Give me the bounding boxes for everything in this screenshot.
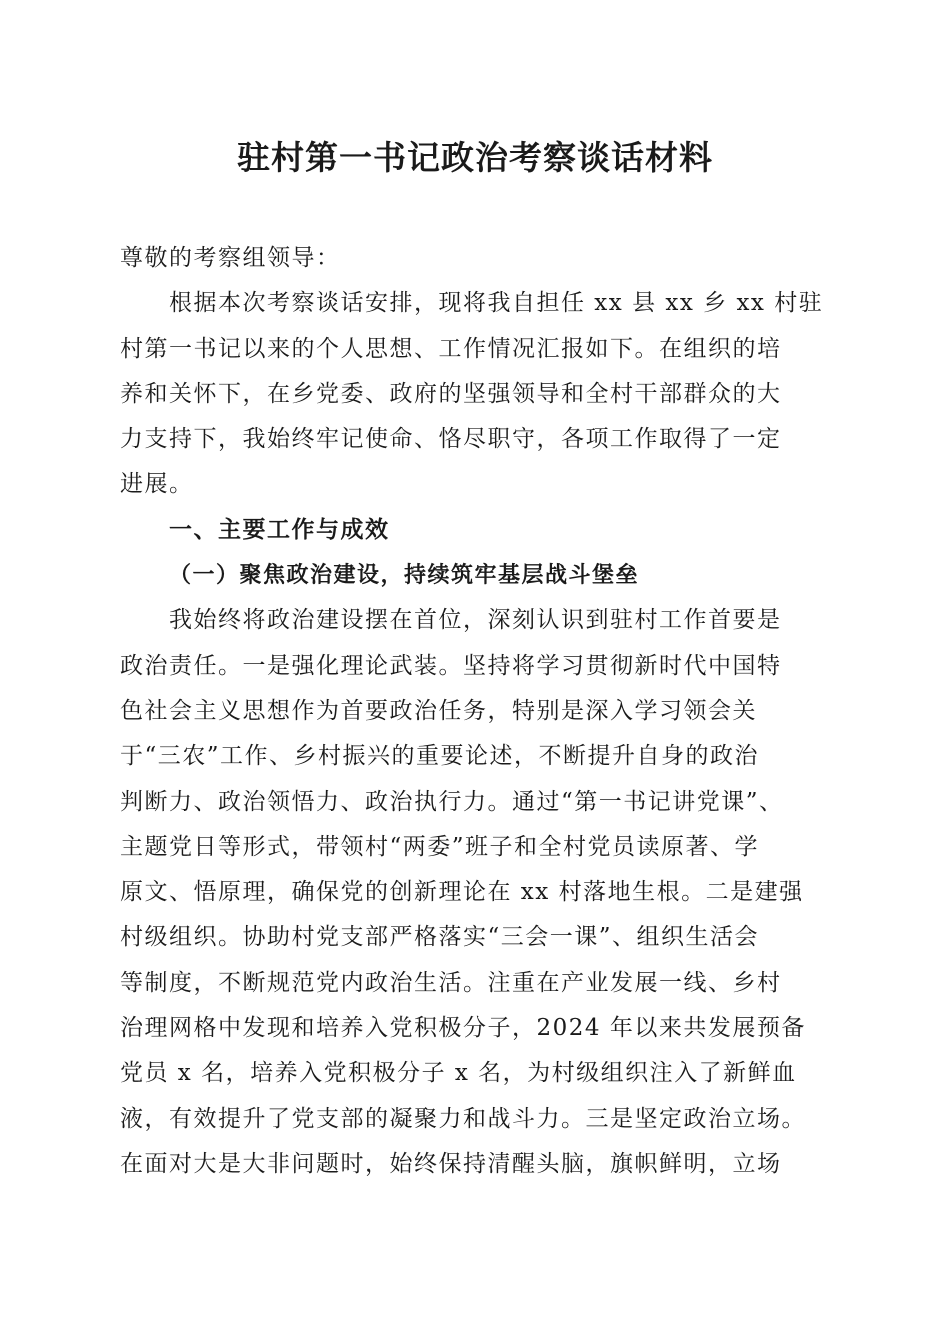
body-line: 原文、悟原理，确保党的创新理论在 xx 村落地生根。二是建强 <box>120 879 804 906</box>
body-line: 等制度，不断规范党内政治生活。注重在产业发展一线、乡村 <box>120 969 782 996</box>
section-heading: 一、主要工作与成效 <box>169 516 390 543</box>
body-line: 主题党日等形式，带领村“两委”班子和全村党员读原著、学 <box>120 833 760 860</box>
body-line: 色社会主义思想作为首要政治任务，特别是深入学习领会关 <box>120 697 757 724</box>
document-body <box>120 236 836 1187</box>
intro-line: 力支持下，我始终牢记使命、恪尽职守，各项工作取得了一定 <box>120 426 782 453</box>
subsection-heading: （一）聚焦政治建设，持续筑牢基层战斗堡垒 <box>169 562 640 589</box>
document-title: 驻村第一书记政治考察谈话材料 <box>237 138 713 177</box>
body-line: 我始终将政治建设摆在首位，深刻认识到驻村工作首要是 <box>169 607 782 634</box>
intro-line: 根据本次考察谈话安排，现将我自担任 xx 县 xx 乡 xx 村驻 <box>169 290 824 317</box>
body-line: 于“三农”工作、乡村振兴的重要论述，不断提升自身的政治 <box>120 743 760 770</box>
intro-line: 养和关怀下，在乡党委、政府的坚强领导和全村干部群众的大 <box>120 380 782 407</box>
salutation: 尊敬的考察组领导： <box>120 245 341 271</box>
intro-line: 村第一书记以来的个人思想、工作情况汇报如下。在组织的培 <box>120 335 782 362</box>
body-line: 村级组织。协助村党支部严格落实“三会一课”、组织生活会 <box>120 924 760 951</box>
body-line: 液，有效提升了党支部的凝聚力和战斗力。三是坚定政治立场。 <box>120 1105 806 1132</box>
body-line: 政治责任。一是强化理论武装。坚持将学习贯彻新时代中国特 <box>120 652 782 679</box>
body-line: 判断力、政治领悟力、政治执行力。通过“第一书记讲党课”、 <box>120 788 784 815</box>
body-line: 党员 x 名，培养入党积极分子 x 名，为村级组织注入了新鲜血 <box>120 1060 797 1087</box>
body-line: 治理网格中发现和培养入党积极分子，2024 年以来共发展预备 <box>120 1015 806 1042</box>
intro-line: 进展。 <box>120 471 194 498</box>
body-line: 在面对大是大非问题时，始终保持清醒头脑，旗帜鲜明，立场 <box>120 1150 782 1177</box>
